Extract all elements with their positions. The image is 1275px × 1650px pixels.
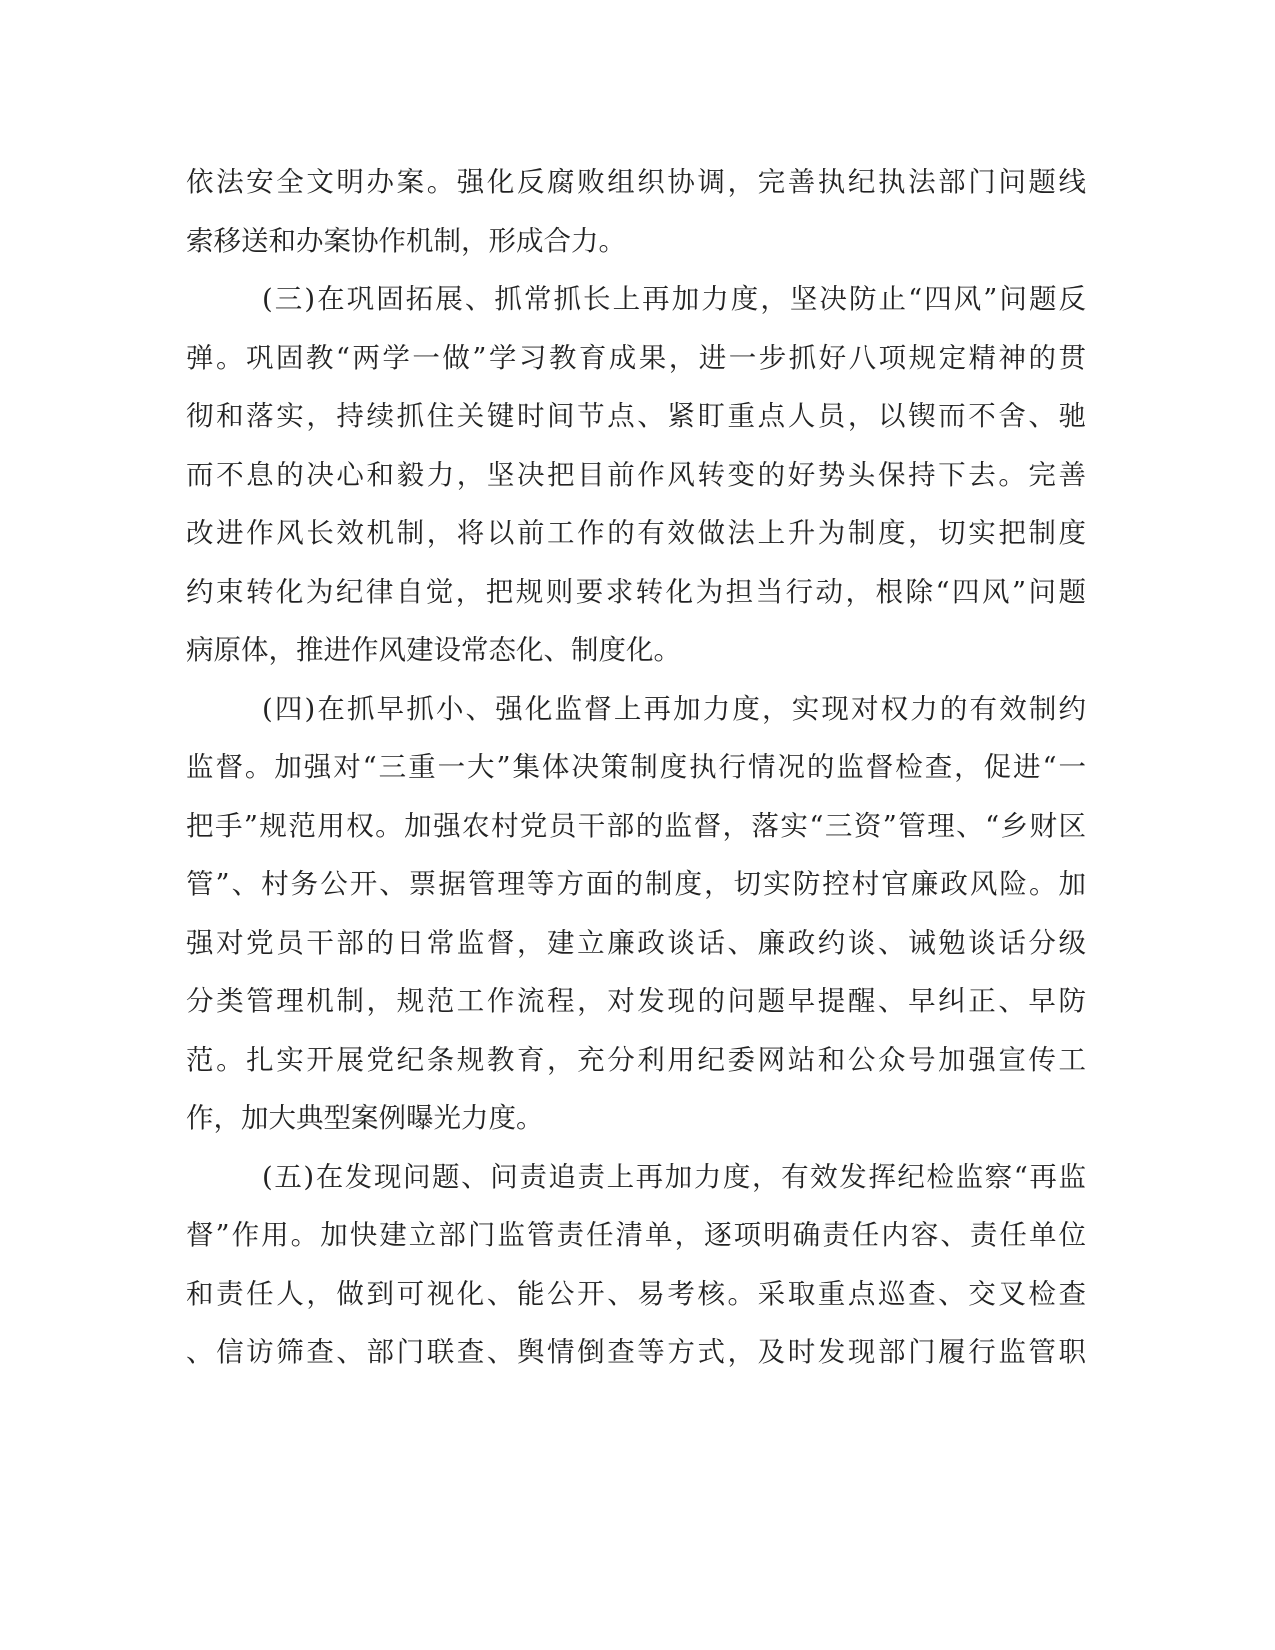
text-line: 管”、村务公开、票据管理等方面的制度，切实防控村官廉政风险。加 xyxy=(186,868,1086,900)
text-line: 监督。加强对“三重一大”集体决策制度执行情况的监督检查，促进“一 xyxy=(186,751,1086,783)
text-line: 改进作风长效机制，将以前工作的有效做法上升为制度，切实把制度 xyxy=(186,517,1086,549)
text-line: 、信访筛查、部门联查、舆情倒查等方式，及时发现部门履行监管职 xyxy=(186,1336,1086,1368)
text-line: 强对党员干部的日常监督，建立廉政谈话、廉政约谈、诫勉谈话分级 xyxy=(186,927,1086,959)
section-heading-line: (三)在巩固拓展、抓常抓长上再加力度，坚决防止“四风”问题反 xyxy=(262,283,1086,315)
text-line: 范。扎实开展党纪条规教育，充分利用纪委网站和公众号加强宣传工 xyxy=(186,1044,1086,1076)
text-line: 督”作用。加快建立部门监管责任清单，逐项明确责任内容、责任单位 xyxy=(186,1219,1086,1251)
text-line: 作，加大典型案例曝光力度。 xyxy=(186,1102,544,1134)
section-heading-line: (五)在发现问题、问责追责上再加力度，有效发挥纪检监察“再监 xyxy=(262,1161,1086,1193)
text-line: 分类管理机制，规范工作流程，对发现的问题早提醒、早纠正、早防 xyxy=(186,985,1086,1017)
section-heading-line: (四)在抓早抓小、强化监督上再加力度，实现对权力的有效制约 xyxy=(262,693,1086,725)
text-line: 病原体，推进作风建设常态化、制度化。 xyxy=(186,634,681,666)
text-line: 弹。巩固教“两学一做”学习教育成果，进一步抓好八项规定精神的贯 xyxy=(186,342,1086,374)
text-line: 依法安全文明办案。强化反腐败组织协调，完善执纪执法部门问题线 xyxy=(186,166,1086,198)
text-line: 约束转化为纪律自觉，把规则要求转化为担当行动，根除“四风”问题 xyxy=(186,576,1086,608)
text-line: 而不息的决心和毅力，坚决把目前作风转变的好势头保持下去。完善 xyxy=(186,459,1086,491)
text-line: 把手”规范用权。加强农村党员干部的监督，落实“三资”管理、“乡财区 xyxy=(186,810,1086,842)
text-line: 和责任人，做到可视化、能公开、易考核。采取重点巡查、交叉检查 xyxy=(186,1278,1086,1310)
text-line: 彻和落实，持续抓住关键时间节点、紧盯重点人员，以锲而不舍、驰 xyxy=(186,400,1086,432)
text-line: 索移送和办案协作机制，形成合力。 xyxy=(186,225,626,257)
